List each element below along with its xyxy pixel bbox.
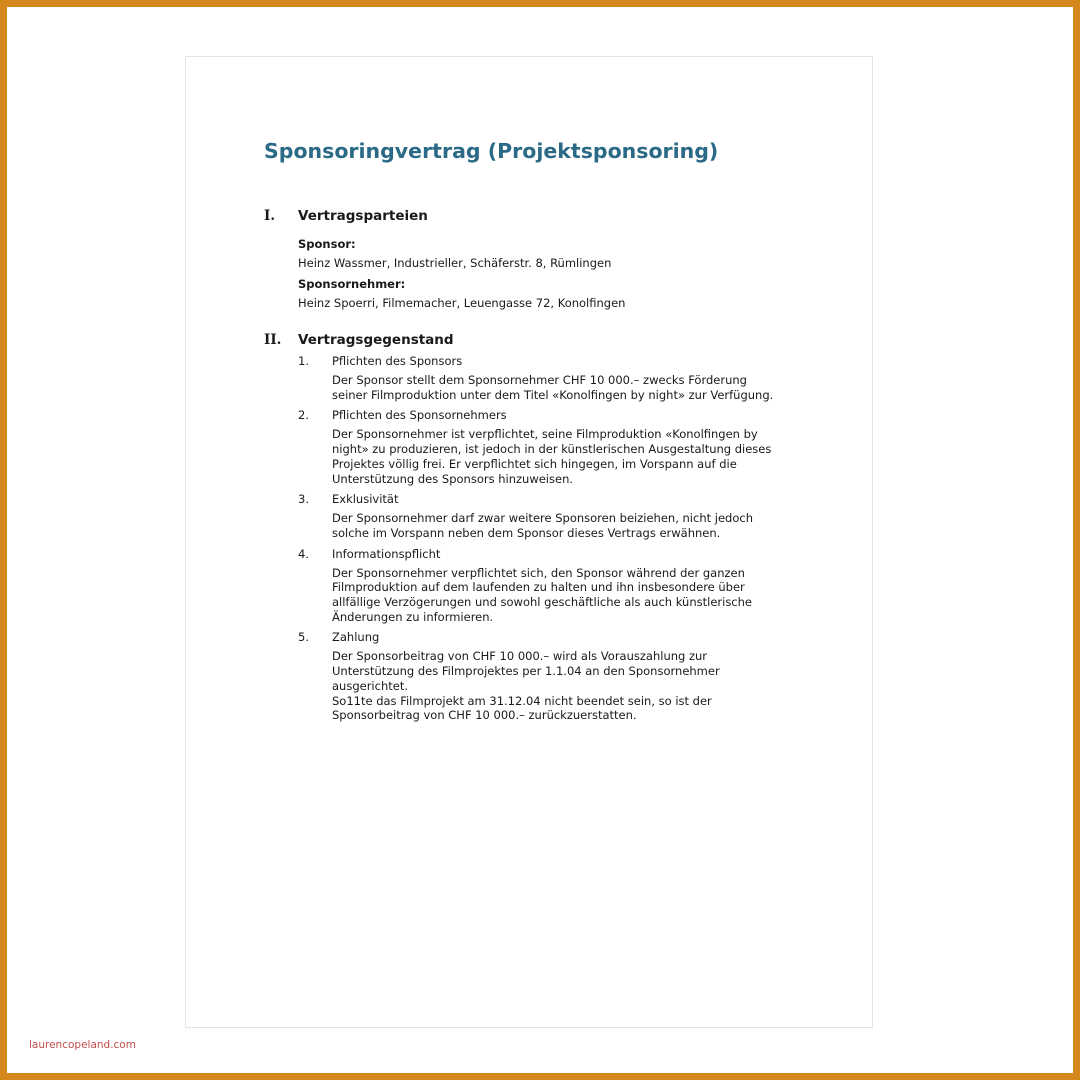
clause-text [332,649,818,723]
clause-number: 3. [298,492,309,507]
clause-title: Pflichten des Sponsornehmers [332,408,507,423]
recipient-details: Heinz Spoerri, Filmemacher, Leuengasse 72, Konolfingen [298,296,626,310]
clause-line: Filmproduktion auf dem laufenden zu halten und ihn insbesondere über [332,580,745,595]
clause-list [298,354,818,723]
section-title: Vertragsgegenstand [298,332,454,348]
section-heading-parties [264,208,428,224]
clause-line: Der Sponsornehmer ist verpflichtet, seine Filmproduktion «Konolfingen by [332,427,758,442]
clause-text [332,427,818,486]
clause-item [298,354,818,402]
clause-line: Der Sponsornehmer verpflichtet sich, den Sponsor während der ganzen [332,565,745,580]
clause-number: 2. [298,408,309,423]
clause-line: seiner Filmproduktion unter dem Titel «Konolfingen by night» zur Verfügung. [332,387,774,402]
clause-text [332,511,818,540]
sponsor-details: Heinz Wassmer, Industrieller, Schäferstr. 8, Rümlingen [298,256,612,270]
clause-title: Informationspflicht [332,546,441,561]
clause-text [332,566,818,625]
sponsor-label: Sponsor: [298,237,356,251]
clause-line: night» zu produzieren, ist jedoch in der künstlerischen Ausgestaltung dieses [332,442,772,457]
clause-line: ausgerichtet. [332,678,408,693]
clause-item [298,547,818,625]
clause-line: allfällige Verzögerungen und sowohl geschäftliche als auch künstlerische [332,595,752,610]
clause-line: Projektes völlig frei. Er verpflichtet sich hingegen, im Vorspann auf die [332,456,737,471]
section-title: Vertragsparteien [298,208,428,224]
recipient-label: Sponsornehmer: [298,277,406,291]
clause-number: 5. [298,630,309,645]
clause-number: 4. [298,546,309,561]
clause-line: Der Sponsor stellt dem Sponsornehmer CHF 10 000.– zwecks Förderung [332,373,747,387]
watermark-link[interactable]: laurencopeland.com [29,1039,136,1051]
document-page [185,56,873,1028]
clause-item [298,492,818,540]
section-number: II. [264,332,282,348]
clause-title: Zahlung [332,630,380,645]
clause-text [332,373,818,402]
clause-item [298,630,818,723]
clause-line: Der Sponsornehmer darf zwar weitere Sponsoren beiziehen, nicht jedoch [332,511,753,526]
clause-line: Unterstützung des Sponsors hinzuweisen. [332,471,574,486]
clause-title: Exklusivität [332,492,399,507]
clause-line: Sponsorbeitrag von CHF 10 000.– zurückzuerstatten. [332,708,637,723]
clause-item [298,408,818,486]
clause-number: 1. [298,354,309,368]
section-heading-subject [264,332,454,348]
clause-line: Der Sponsorbeitrag von CHF 10 000.– wird als Vorauszahlung zur [332,649,708,664]
clause-line: solche im Vorspann neben dem Sponsor dieses Vertrags erwähnen. [332,525,721,540]
clause-line: Änderungen zu informieren. [332,609,494,624]
clause-line: So11te das Filmprojekt am 31.12.04 nicht beendet sein, so ist der [332,693,712,708]
document-title: Sponsoringvertrag (Projektsponsoring) [264,139,719,163]
clause-line: Unterstützung des Filmprojektes per 1.1.04 an den Sponsornehmer [332,664,720,679]
section-number: I. [264,208,276,224]
clause-title: Pflichten des Sponsors [332,354,463,368]
